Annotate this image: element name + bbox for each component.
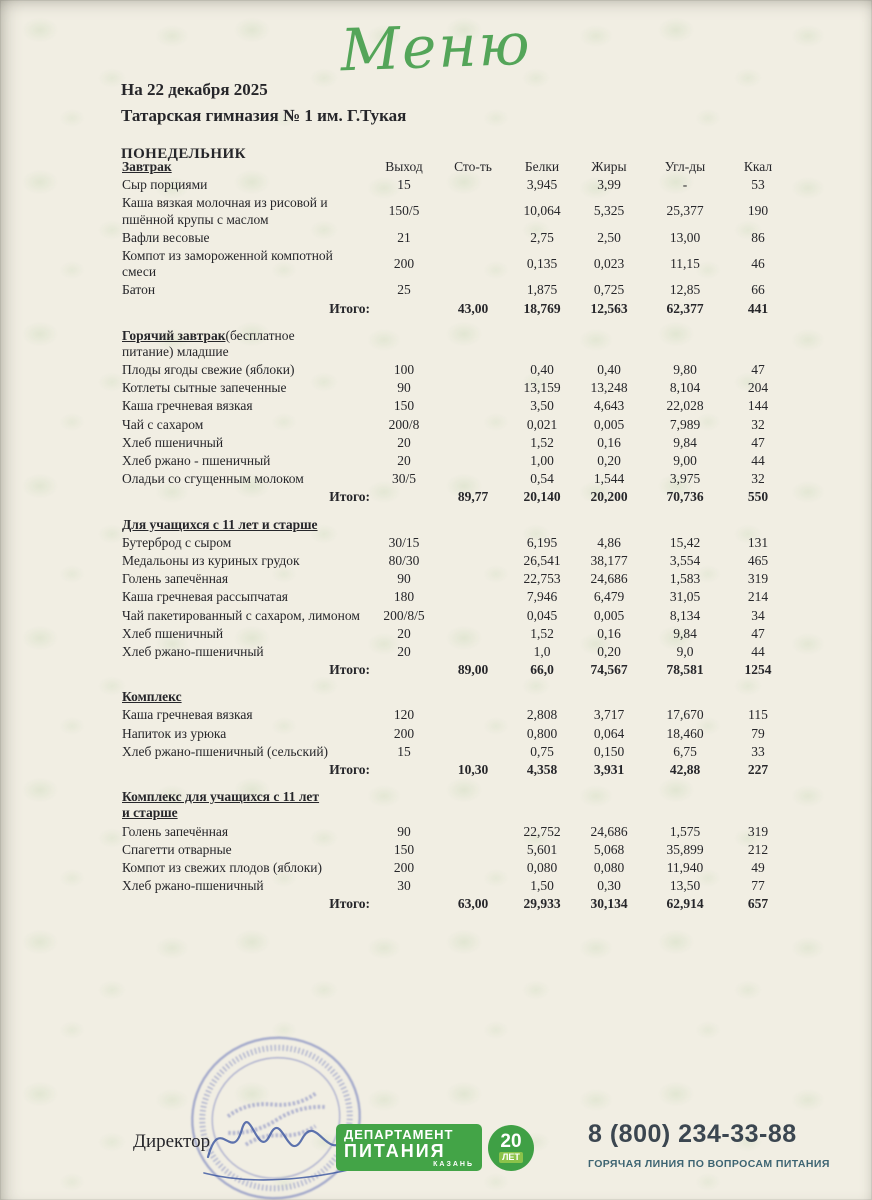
total-cost: 89,77 <box>457 489 489 505</box>
section-total-row <box>120 488 790 508</box>
section-title-row <box>120 320 790 361</box>
column-header-cost: Сто-ть <box>454 159 492 174</box>
dish-protein: 0,40 <box>530 362 554 378</box>
total-protein: 18,769 <box>523 300 561 316</box>
section-total-row <box>120 761 790 781</box>
dish-out: 30 <box>397 878 411 894</box>
dish-protein: 22,753 <box>523 571 561 587</box>
dish-protein: 3,945 <box>526 177 558 193</box>
dish-fat: 3,99 <box>597 177 621 193</box>
dish-cost <box>436 194 510 228</box>
section-total-row <box>120 895 790 915</box>
dish-kcal: 190 <box>747 203 769 219</box>
dish-name: Бутерброд с сыром <box>122 534 232 550</box>
total-carb: 62,377 <box>666 300 704 316</box>
dish-out: 200 <box>393 859 415 875</box>
hotline-block <box>588 1120 836 1170</box>
dish-kcal: 32 <box>751 416 765 432</box>
menu-item-row <box>120 643 790 661</box>
dish-carb: 31,05 <box>669 589 701 605</box>
section-total-row <box>120 661 790 681</box>
dish-name: Голень запечённая <box>122 571 229 587</box>
dish-name: Хлеб ржано-пшеничный (сельский) <box>122 743 329 759</box>
dish-fat: 0,30 <box>597 878 621 894</box>
dish-out: 200/8 <box>388 416 420 432</box>
dish-name: Хлеб пшеничный <box>122 625 224 641</box>
dish-out: 90 <box>397 823 411 839</box>
dish-name: Сыр порциями <box>122 177 208 193</box>
dish-cost <box>436 229 510 247</box>
dish-name: Оладьи со сгущенным молоком <box>122 471 304 487</box>
dish-out: 200 <box>393 256 415 272</box>
total-protein: 4,358 <box>526 762 558 777</box>
dish-kcal: 33 <box>751 743 765 759</box>
total-fat: 12,563 <box>590 300 628 316</box>
section-title-label: Завтрак <box>122 159 172 174</box>
department-logo <box>336 1124 534 1171</box>
dish-out: 20 <box>397 453 411 468</box>
dish-kcal: 212 <box>747 841 769 857</box>
dish-protein: 2,75 <box>530 229 554 245</box>
section-title-label: Для учащихся с 11 лет и старше <box>122 516 318 532</box>
dish-protein: 1,52 <box>530 434 554 450</box>
dish-protein: 13,159 <box>523 380 561 396</box>
column-header-kcal: Ккал <box>743 159 773 174</box>
dish-name: Голень запечённая <box>122 823 229 839</box>
dish-cost <box>436 379 510 397</box>
dish-kcal: 204 <box>747 380 769 396</box>
menu-item-row <box>120 743 790 761</box>
dish-name: Чай пакетированный с сахаром, лимоном <box>122 607 360 623</box>
menu-item-row <box>120 725 790 743</box>
section-title-suffix: (бесплатное питание) младшие <box>122 327 295 359</box>
dish-carb: 25,377 <box>666 203 704 219</box>
section-title-row <box>120 509 790 534</box>
dish-protein: 1,50 <box>530 878 554 894</box>
menu-item-row <box>120 534 790 552</box>
section-title-label: Комплекс <box>122 689 182 705</box>
dish-name: Каша гречневая рассыпчатая <box>122 589 289 605</box>
dish-carb: 8,104 <box>669 380 701 396</box>
total-label: Итого: <box>329 762 370 777</box>
dish-fat: 6,479 <box>593 589 625 605</box>
menu-item-row <box>120 625 790 643</box>
dish-out: 150 <box>393 841 415 857</box>
dish-kcal: 44 <box>751 643 765 659</box>
dish-carb: 8,134 <box>669 607 701 623</box>
dish-name: Хлеб ржано - пшеничный <box>122 453 271 468</box>
dish-carb: 7,989 <box>669 416 701 432</box>
dish-cost <box>436 841 510 859</box>
dish-fat: 38,177 <box>590 552 628 568</box>
total-fat: 30,134 <box>590 896 628 912</box>
dish-kcal: 32 <box>751 471 765 487</box>
weekday-title: ПОНЕДЕЛЬНИК <box>121 146 246 162</box>
dish-fat: 5,325 <box>593 203 625 219</box>
dish-cost <box>436 434 510 452</box>
total-protein: 29,933 <box>523 896 561 912</box>
dish-cost <box>436 743 510 761</box>
dish-out: 120 <box>393 707 415 723</box>
table-header-row <box>120 158 790 176</box>
dish-fat: 0,005 <box>593 607 625 623</box>
total-carb: 78,581 <box>666 662 704 678</box>
logo-line2: ПИТАНИЯ <box>344 1141 446 1162</box>
section-title-label: Комплекс для учащихся с 11 лет и старше <box>122 789 320 821</box>
dish-name: Хлеб пшеничный <box>122 434 224 450</box>
dish-name: Каша гречневая вязкая <box>122 707 253 723</box>
dish-name: Медальоны из куриных грудок <box>122 552 300 568</box>
dish-carb: 22,028 <box>666 398 704 414</box>
dish-kcal: 47 <box>751 362 765 378</box>
total-label: Итого: <box>329 662 370 678</box>
dish-cost <box>436 552 510 570</box>
total-out <box>372 661 436 681</box>
total-kcal: 657 <box>747 896 769 912</box>
dish-carb: 9,00 <box>673 453 697 468</box>
dish-cost <box>436 361 510 379</box>
dish-kcal: 319 <box>747 823 769 839</box>
dish-fat: 0,16 <box>597 434 621 450</box>
section-title-breakfast <box>120 158 372 176</box>
total-cost: 89,00 <box>457 662 489 678</box>
dish-protein: 22,752 <box>523 823 561 839</box>
dish-name: Каша гречневая вязкая <box>122 398 253 414</box>
dish-name: Компот из замороженной компотной смеси <box>122 247 333 280</box>
dish-cost <box>436 176 510 194</box>
dish-carb: 13,50 <box>669 878 701 894</box>
menu-table <box>120 158 790 916</box>
dish-fat: 0,150 <box>593 743 625 759</box>
dish-name: Напиток из урюка <box>122 725 227 741</box>
dish-out: 15 <box>397 743 411 759</box>
dish-protein: 2,808 <box>526 707 558 723</box>
dish-out: 25 <box>397 282 411 298</box>
dish-out: 15 <box>397 177 411 193</box>
dish-cost <box>436 859 510 877</box>
director-label: Директор <box>133 1131 211 1152</box>
document-header <box>121 80 406 126</box>
menu-item-row <box>120 706 790 724</box>
dish-kcal: 77 <box>751 878 765 894</box>
dish-out: 21 <box>397 229 411 245</box>
dish-cost <box>436 534 510 552</box>
dish-kcal: 131 <box>747 534 769 550</box>
total-label: Итого: <box>329 896 370 912</box>
dish-kcal: 115 <box>748 707 768 723</box>
dish-kcal: 86 <box>751 229 765 245</box>
total-label: Итого: <box>329 300 370 316</box>
dish-carb: 35,899 <box>666 841 704 857</box>
dish-protein: 6,195 <box>526 534 558 550</box>
badge-label: ЛЕТ <box>499 1152 523 1163</box>
dish-name: Котлеты сытные запеченные <box>122 380 287 396</box>
dish-out: 90 <box>397 380 411 396</box>
dish-fat: 0,16 <box>597 625 621 641</box>
dish-protein: 0,800 <box>526 725 558 741</box>
total-label: Итого: <box>329 489 370 505</box>
school-name: Татарская гимназия № 1 им. Г.Тукая <box>121 106 407 125</box>
section-title-label: Горячий завтрак <box>122 327 226 343</box>
dish-carb: 18,460 <box>666 725 704 741</box>
dish-protein: 0,021 <box>526 416 558 432</box>
dish-name: Хлеб ржано-пшеничный <box>122 643 264 659</box>
total-kcal: 227 <box>747 762 769 777</box>
menu-item-row <box>120 379 790 397</box>
dish-kcal: 66 <box>751 282 765 298</box>
dish-out: 20 <box>397 643 411 659</box>
dish-carb: - <box>682 177 688 193</box>
dish-cost <box>436 570 510 588</box>
dish-kcal: 144 <box>747 398 769 414</box>
dish-protein: 0,54 <box>530 471 554 487</box>
dish-protein: 0,080 <box>526 859 558 875</box>
dish-out: 30/5 <box>391 471 416 487</box>
total-cost: 10,30 <box>457 762 489 777</box>
dish-protein: 1,0 <box>533 643 551 659</box>
dish-cost <box>436 416 510 434</box>
dish-out: 20 <box>397 625 411 641</box>
dish-protein: 26,541 <box>523 552 561 568</box>
dish-name: Батон <box>122 282 156 298</box>
dish-name: Компот из свежих плодов (яблоки) <box>122 859 323 875</box>
menu-item-row <box>120 194 790 228</box>
dish-protein: 1,00 <box>530 453 554 468</box>
menu-item-row <box>120 588 790 606</box>
menu-item-row <box>120 397 790 415</box>
dish-carb: 9,80 <box>673 362 697 378</box>
menu-date: На 22 декабря 2025 <box>121 80 268 99</box>
dish-kcal: 49 <box>751 859 765 875</box>
menu-item-row <box>120 416 790 434</box>
dish-cost <box>436 588 510 606</box>
dish-cost <box>436 625 510 643</box>
dish-fat: 4,86 <box>597 534 621 550</box>
hotline-caption: ГОРЯЧАЯ ЛИНИЯ ПО ВОПРОСАМ ПИТАНИЯ <box>588 1158 830 1170</box>
dish-protein: 1,875 <box>526 282 558 298</box>
menu-item-row <box>120 281 790 299</box>
dish-name: Чай с сахаром <box>122 416 204 432</box>
dish-out: 200 <box>393 725 415 741</box>
dish-kcal: 214 <box>747 589 769 605</box>
dish-kcal: 465 <box>747 552 769 568</box>
menu-item-row <box>120 841 790 859</box>
dish-protein: 0,75 <box>530 743 554 759</box>
total-kcal: 441 <box>747 300 769 316</box>
dish-carb: 13,00 <box>669 229 701 245</box>
logo-text-block <box>336 1124 482 1171</box>
total-carb: 62,914 <box>666 896 704 912</box>
logo-city: КАЗАНЬ <box>433 1161 474 1169</box>
menu-item-row <box>120 823 790 841</box>
section-title-row <box>120 681 790 706</box>
menu-item-row <box>120 570 790 588</box>
dish-kcal: 47 <box>751 625 765 641</box>
menu-item-row <box>120 176 790 194</box>
menu-item-row <box>120 229 790 247</box>
dish-cost <box>436 397 510 415</box>
dish-out: 80/30 <box>388 552 420 568</box>
menu-item-row <box>120 552 790 570</box>
dish-cost <box>436 281 510 299</box>
dish-fat: 0,40 <box>597 362 621 378</box>
dish-out: 100 <box>393 362 415 378</box>
dish-carb: 1,575 <box>669 823 701 839</box>
dish-kcal: 319 <box>747 571 769 587</box>
total-cost: 63,00 <box>457 896 489 912</box>
dish-fat: 1,544 <box>593 471 625 487</box>
dish-kcal: 34 <box>751 607 765 623</box>
total-kcal: 550 <box>747 489 769 505</box>
dish-protein: 10,064 <box>523 203 561 219</box>
section-total-row <box>120 300 790 320</box>
anniversary-badge <box>488 1125 534 1171</box>
dish-fat: 3,717 <box>593 707 625 723</box>
dish-fat: 24,686 <box>590 571 628 587</box>
dish-name: Вафли весовые <box>122 229 210 245</box>
dish-name: Каша вязкая молочная из рисовой и пшённой крупы с маслом <box>122 195 328 227</box>
column-header-protein: Белки <box>524 159 560 174</box>
dish-out: 150/5 <box>388 203 420 219</box>
dish-fat: 13,248 <box>590 380 628 396</box>
dish-protein: 5,601 <box>526 841 558 857</box>
dish-carb: 9,84 <box>673 434 697 450</box>
dish-fat: 4,643 <box>593 398 625 414</box>
total-carb: 70,736 <box>666 489 704 505</box>
dish-cost <box>436 470 510 488</box>
menu-table-body <box>120 176 790 915</box>
dish-name: Хлеб ржано-пшеничный <box>122 878 264 894</box>
dish-carb: 3,975 <box>669 471 701 487</box>
dish-kcal: 79 <box>751 725 765 741</box>
total-out <box>372 761 436 781</box>
menu-item-row <box>120 452 790 470</box>
dish-cost <box>436 643 510 661</box>
dish-carb: 1,583 <box>669 571 701 587</box>
dish-kcal: 44 <box>751 453 765 468</box>
dish-out: 90 <box>397 571 411 587</box>
dish-cost <box>436 877 510 895</box>
dish-cost <box>436 247 510 281</box>
total-out <box>372 488 436 508</box>
dish-protein: 3,50 <box>530 398 554 414</box>
dish-name: Спагетти отварные <box>122 841 232 857</box>
dish-out: 200/8/5 <box>383 607 425 623</box>
logo-line1: ДЕПАРТАМЕНТ <box>344 1127 454 1142</box>
dish-fat: 0,023 <box>593 256 625 272</box>
total-cost: 43,00 <box>457 300 489 316</box>
menu-item-row <box>120 859 790 877</box>
dish-kcal: 47 <box>751 434 765 450</box>
dish-cost <box>436 823 510 841</box>
dish-carb: 17,670 <box>666 707 704 723</box>
menu-item-row <box>120 361 790 379</box>
dish-fat: 24,686 <box>590 823 628 839</box>
hotline-phone: 8 (800) 234-33-88 <box>588 1120 797 1148</box>
dish-carb: 3,554 <box>669 552 701 568</box>
dish-fat: 0,064 <box>593 725 625 741</box>
dish-carb: 9,84 <box>673 625 697 641</box>
dish-protein: 0,045 <box>526 607 558 623</box>
dish-out: 180 <box>393 589 415 605</box>
menu-item-row <box>120 877 790 895</box>
dish-cost <box>436 725 510 743</box>
dish-fat: 0,725 <box>593 282 625 298</box>
section-title-row <box>120 781 790 822</box>
total-fat: 20,200 <box>590 489 628 505</box>
menu-item-row <box>120 470 790 488</box>
total-protein: 66,0 <box>530 662 554 678</box>
total-fat: 74,567 <box>590 662 628 678</box>
dish-carb: 9,0 <box>676 643 694 659</box>
dish-fat: 5,068 <box>593 841 625 857</box>
dish-name: Плоды ягоды свежие (яблоки) <box>122 362 295 378</box>
dish-fat: 0,080 <box>593 859 625 875</box>
dish-carb: 15,42 <box>669 534 701 550</box>
dish-carb: 6,75 <box>673 743 697 759</box>
total-out <box>372 300 436 320</box>
dish-out: 150 <box>393 398 415 414</box>
dish-cost <box>436 706 510 724</box>
dish-carb: 12,85 <box>669 282 701 298</box>
total-protein: 20,140 <box>523 489 561 505</box>
total-fat: 3,931 <box>593 762 625 777</box>
column-header-out: Выход <box>385 159 423 174</box>
dish-out: 30/15 <box>388 534 420 550</box>
dish-out: 20 <box>397 434 411 450</box>
dish-fat: 0,20 <box>597 643 621 659</box>
column-header-carb: Угл-ды <box>664 159 706 174</box>
dish-kcal: 53 <box>751 177 765 193</box>
dish-carb: 11,940 <box>666 859 704 875</box>
dish-protein: 1,52 <box>530 625 554 641</box>
menu-item-row <box>120 434 790 452</box>
dish-fat: 0,005 <box>593 416 625 432</box>
menu-item-row <box>120 607 790 625</box>
dish-carb: 11,15 <box>670 256 700 272</box>
total-out <box>372 895 436 915</box>
dish-cost <box>436 607 510 625</box>
total-carb: 42,88 <box>669 762 701 777</box>
dish-cost <box>436 452 510 470</box>
dish-protein: 7,946 <box>526 589 558 605</box>
dish-fat: 0,20 <box>597 453 621 468</box>
menu-item-row <box>120 247 790 281</box>
column-header-fat: Жиры <box>591 159 627 174</box>
dish-protein: 0,135 <box>526 256 558 272</box>
badge-number: 20 <box>500 1131 522 1153</box>
total-kcal: 1254 <box>744 662 772 678</box>
dish-kcal: 46 <box>751 256 765 272</box>
menu-title: Меню <box>339 9 533 85</box>
dish-fat: 2,50 <box>597 229 621 245</box>
